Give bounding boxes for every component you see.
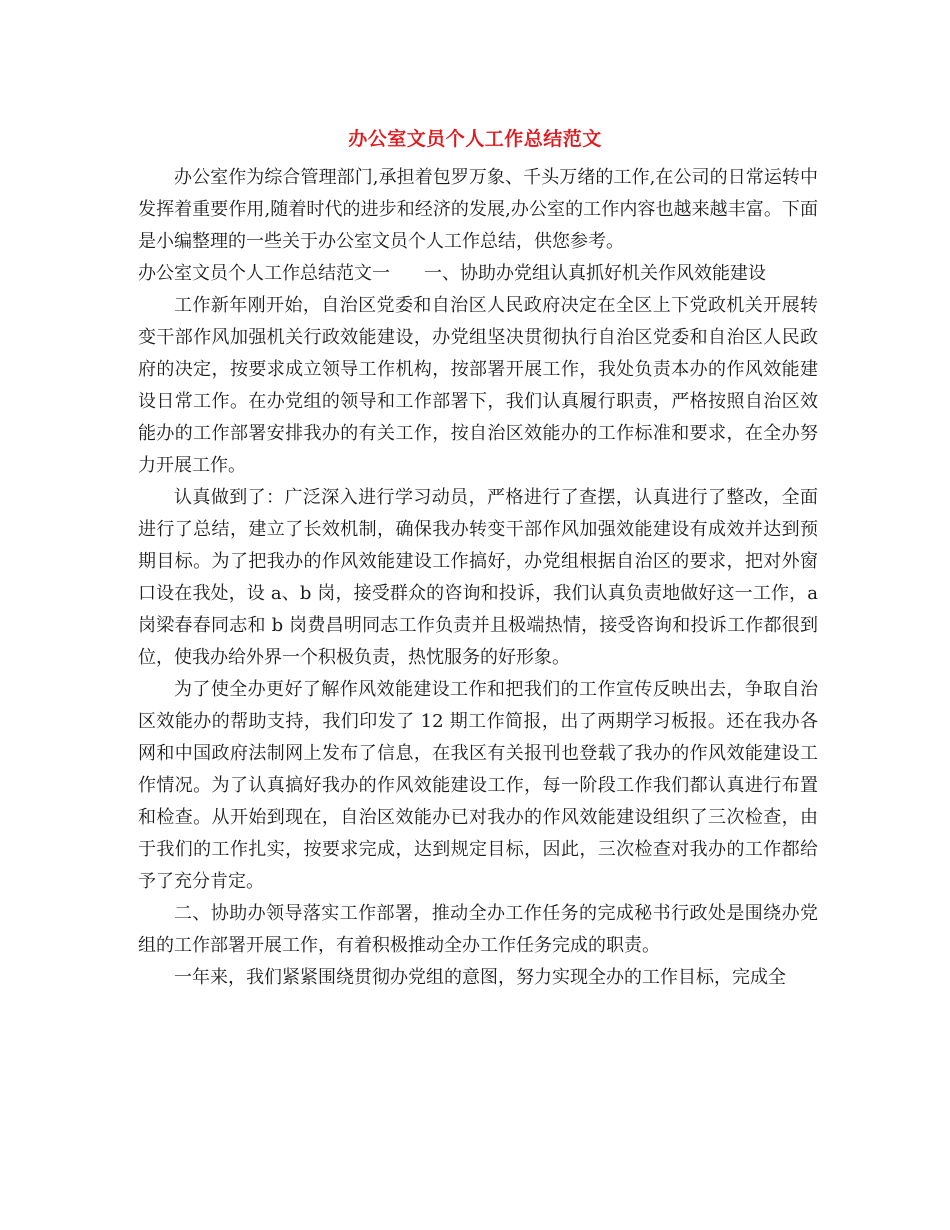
section-heading-title: 办公室文员个人工作总结范文一 xyxy=(138,263,390,284)
section-heading-line xyxy=(138,258,818,290)
document-body xyxy=(138,162,818,994)
document-title: 办公室文员个人工作总结范文 xyxy=(348,128,602,150)
body-paragraph: 为了使全办更好了解作风效能建设工作和把我们的工作宣传反映出去，争取自治区效能办的帮助支持，我们印发了 12 期工作简报，出了两期学习板报。还在我办各网和中国政府法制网上发布了信息，在我区有关报刊也登载了我办的作风效能建设工作情况。为了认真搞好我办的作风效能建设工作，每一阶段工作我们都认真进行布置和检查。从开始到现在，自治区效能办已对我办的作风效能建设组织了三次检查，由于我们的工作扎实，按要求完成，达到规定目标，因此，三次检查对我办的工作都给予了充分肯定。 xyxy=(138,679,818,892)
body-paragraph: 认真做到了：广泛深入进行学习动员，严格进行了查摆，认真进行了整改，全面进行了总结，建立了长效机制，确保我办转变干部作风加强效能建设有成效并达到预期目标。为了把我办的作风效能建设工作搞好，办党组根据自治区的要求，把对外窗口设在我处，设 a、b 岗，接受群众的咨询和投诉，我们认真负责地做好这一工作，a 岗梁春春同志和 b 岗费昌明同志工作负责并且极端热情，接受咨询和投诉工作都很到位，使我办给外界一个积极负责，热忱服务的好形象。 xyxy=(138,487,818,668)
body-paragraph: 一年来，我们紧紧围绕贯彻办党组的意图，努力实现全办的工作目标，完成全 xyxy=(174,967,786,988)
body-paragraph: 工作新年刚开始，自治区党委和自治区人民政府决定在全区上下党政机关开展转变干部作风加强机关行政效能建设，办党组坚决贯彻执行自治区党委和自治区人民政府的决定，按要求成立领导工作机构，按部署开展工作，我处负责本办的作风效能建设日常工作。在办党组的领导和工作部署下，我们认真履行职责，严格按照自治区效能办的工作部署安排我办的有关工作，按自治区效能办的工作标准和要求，在全办努力开展工作。 xyxy=(138,295,818,476)
intro-paragraph: 办公室作为综合管理部门,承担着包罗万象、千头万绪的工作,在公司的日常运转中发挥着重要作用,随着时代的进步和经济的发展,办公室的工作内容也越来越丰富。下面是小编整理的一些关于办公室文员个人工作总结，供您参考。 xyxy=(138,167,818,252)
section-heading-subtitle: 一、协助办党组认真抓好机关作风效能建设 xyxy=(424,263,766,284)
body-paragraph: 二、协助办领导落实工作部署，推动全办工作任务的完成秘书行政处是围绕办党组的工作部署开展工作，有着积极推动全办工作任务完成的职责。 xyxy=(138,903,818,956)
